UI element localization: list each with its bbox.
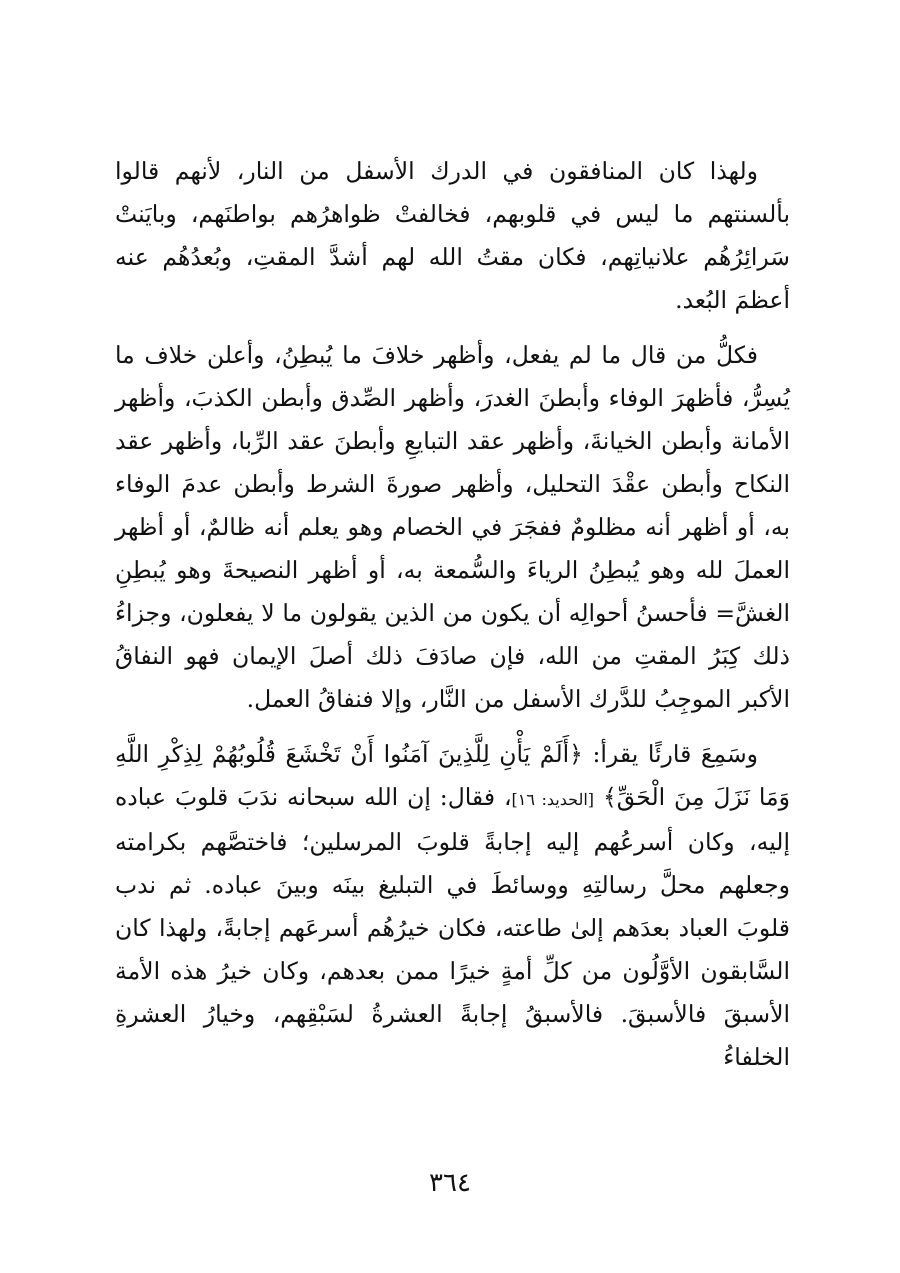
- paragraph-hypocrites-text: ولهذا كان المنافقون في الدرك الأسفل من النار، لأنهم قالوا بألسنتهم ما ليس في قلوبهم، فخالفتْ ظواهرُهم بواطنَهم، وبايَنتْ سَرائِرُهُم علانياتِهم، فكان مقتُ الله لهم أشدَّ المقتِ، وبُعدُهُم عنه أعظمَ البُعد.: [115, 157, 790, 314]
- paragraph-hypocrites: [115, 150, 790, 322]
- reciter-commentary: ، فقال: إن الله سبحانه ندَبَ قلوبَ عباده إليه، وكان أسرعُهم إليه إجابةً قلوبَ المرسلين؛ فاختصَّهم بكرامته وجعلهم محلَّ رسالتِهِ ووسائطَ في التبليغ بينَه وبينَ عباده. ثم ندب قلوبَ العباد بعدَهم إلىٰ طاعته، فكان خيرُهُم أسرعَهم إجابةً، ولهذا كان السَّابقون الأوَّلُون من كلِّ أمةٍ خيرًا ممن بعدهم، وكان خيرُ هذه الأمة الأسبقَ فالأسبقَ. فالأسبقُ إجابةً العشرةُ لسَبْقِهم، وخيارُ العشرةِ الخلفاءُ: [115, 783, 790, 1071]
- reciter-intro: وسَمِعَ قارئًا يقرأ:: [592, 740, 758, 768]
- page-number: ٣٦٤: [429, 1168, 471, 1198]
- verse-reference: [الحديد: ١٦]: [511, 790, 595, 809]
- paragraph-says-but-does-not-text: فكلُّ من قال ما لم يفعل، وأظهر خلافَ ما يُبطِنُ، وأعلن خلاف ما يُسِرُّ، فأظهرَ الوفاء وأبطنَ الغدرَ، وأظهر الصِّدق وأبطن الكذبَ، وأظهر الأمانة وأبطن الخيانةَ، وأظهر عقد التبايعِ وأبطنَ عقد الرِّبا، وأظهر عقد النكاح وأبطن عقْدَ التحليل، وأظهر صورةَ الشرط وأبطن عدمَ الوفاء به، أو أظهر أنه مظلومٌ ففجَرَ في الخصام وهو يعلم أنه ظالمٌ، أو أظهر العملَ لله وهو يُبطِنُ الرياءَ والسُّمعة به، أو أظهر النصيحةَ وهو يُبطِنِ الغشَّ= فأحسنُ أحوالِه أن يكون من الذين يقولون ما لا يفعلون، وجزاءُ ذلك كِبَرُ المقتِ من الله، فإن صادَفَ ذلك أصلَ الإيمان فهو النفاقُ الأكبر الموجِبُ للدَّرك الأسفل من النَّار، وإلا فنفاقُ العمل.: [115, 341, 790, 713]
- page-text: [115, 150, 790, 1079]
- quran-verse: ﴿أَلَمْ يَأْنِ لِلَّذِينَ آمَنُوا أَنْ تَخْشَعَ قُلُوبُهُمْ لِذِكْرِ اللَّهِ وَمَا نَزَلَ مِنَ الْحَقِّ﴾: [115, 740, 790, 811]
- paragraph-says-but-does-not: [115, 334, 790, 721]
- paragraph-reciter: [115, 733, 790, 1079]
